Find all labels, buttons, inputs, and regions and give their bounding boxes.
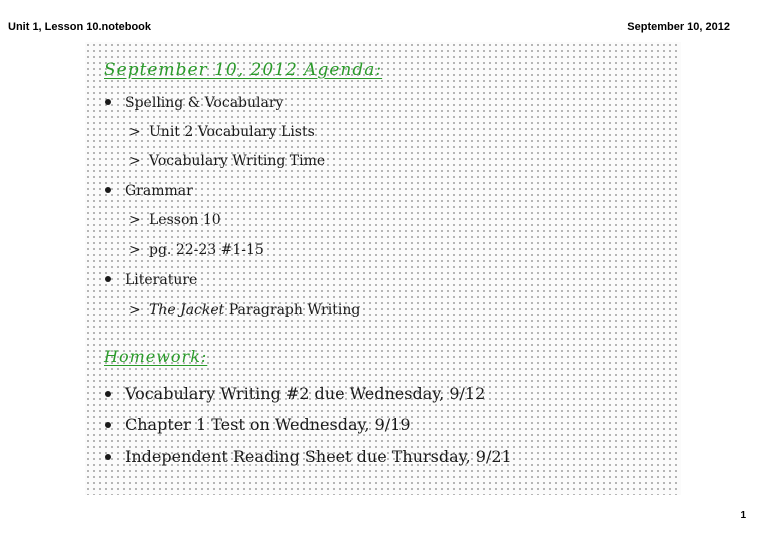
agenda-subitem-label: Unit 2 Vocabulary Lists [149,124,315,140]
book-title: The Jacket [149,302,225,318]
agenda-item [105,94,283,112]
arrow-marker-icon: > [129,124,141,140]
homework-item-label: Independent Reading Sheet due Thursday, 9/21 [125,447,512,466]
agenda-subitem-label [149,302,360,318]
homework-item-label: Chapter 1 Test on Wednesday, 9/19 [125,415,411,434]
dotted-whiteboard [85,42,681,495]
agenda-item [105,271,197,289]
page-number: 1 [740,510,746,521]
homework-item [105,415,411,435]
agenda-item-label: Literature [125,272,198,288]
agenda-subitem-label: Vocabulary Writing Time [149,153,326,169]
agenda-subitem [129,123,315,141]
agenda-title: September 10, 2012 Agenda: [104,60,383,80]
homework-title: Homework: [104,347,208,366]
agenda-subitem [129,241,264,259]
homework-item [105,447,512,467]
arrow-marker-icon: > [129,242,141,258]
agenda-subitem [129,301,360,319]
document-title: Unit 1, Lesson 10.notebook [8,21,152,33]
agenda-subitem-suffix: Paragraph Writing [224,302,361,318]
agenda-subitem [129,152,325,170]
agenda-subitem-label: pg. 22-23 #1-15 [149,242,264,258]
homework-item [105,384,485,404]
bullet-icon [105,447,115,457]
page-date: September 10, 2012 [627,21,730,33]
board-content [85,42,681,495]
arrow-marker-icon: > [129,212,141,228]
bullet-icon [105,415,115,425]
bullet-icon [105,94,115,104]
agenda-subitem [129,211,221,229]
bullet-icon [105,271,115,281]
bullet-icon [105,384,115,394]
bullet-icon [105,182,115,192]
agenda-item-label: Grammar [125,183,193,199]
arrow-marker-icon: > [129,302,141,318]
agenda-item [105,182,193,200]
arrow-marker-icon: > [129,153,141,169]
agenda-item-label: Spelling & Vocabulary [125,95,284,111]
agenda-subitem-label: Lesson 10 [149,212,221,228]
homework-item-label: Vocabulary Writing #2 due Wednesday, 9/12 [125,384,486,403]
